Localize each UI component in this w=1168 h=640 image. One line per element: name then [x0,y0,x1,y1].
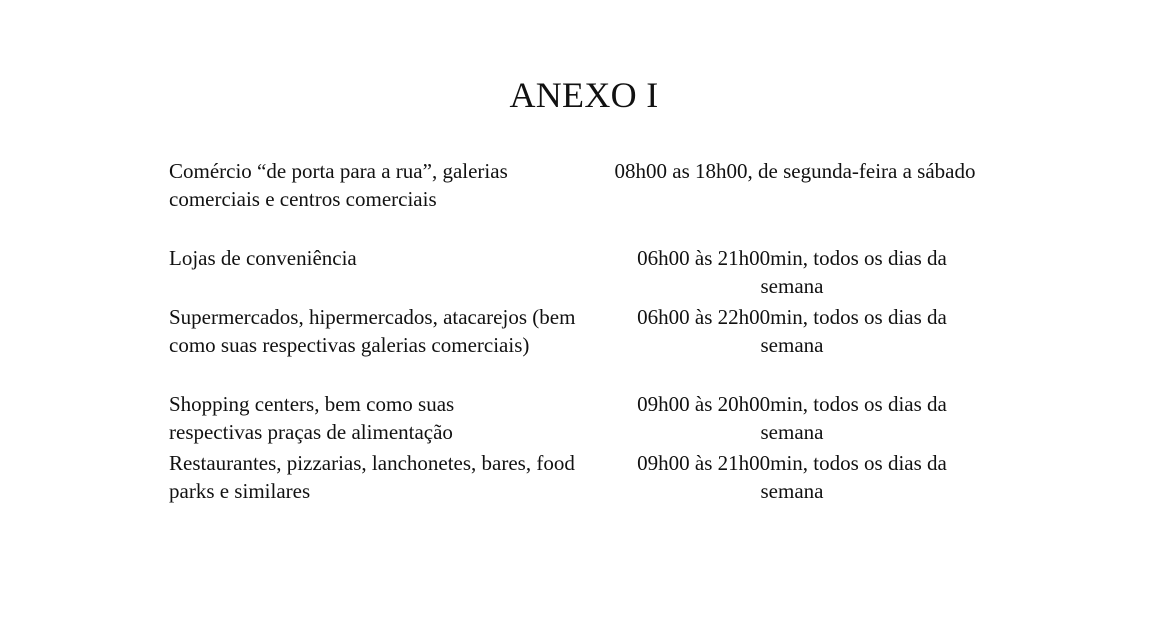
row-category: Shopping centers, bem como suas respectivas praças de alimentação [169,392,455,444]
row-hours: 06h00 às 22h00min, todos os dias da semana [637,305,947,357]
document-title: ANEXO I [509,75,659,115]
row-category: Lojas de conveniência [169,246,357,270]
row-hours: 09h00 às 20h00min, todos os dias da semana [637,392,947,444]
row-hours: 06h00 às 21h00min, todos os dias da semana [637,246,947,298]
row-category: Comércio “de porta para a rua”, galerias comerciais e centros comerciais [169,159,508,211]
row-category: Supermercados, hipermercados, atacarejos (bem como suas respectivas galerias comerciais) [169,305,576,357]
row-hours: 09h00 às 21h00min, todos os dias da semana [637,451,947,503]
row-hours: 08h00 as 18h00, de segunda-feira a sábado [614,159,976,183]
row-category: Restaurantes, pizzarias, lanchonetes, bares, food parks e similares [169,451,575,503]
